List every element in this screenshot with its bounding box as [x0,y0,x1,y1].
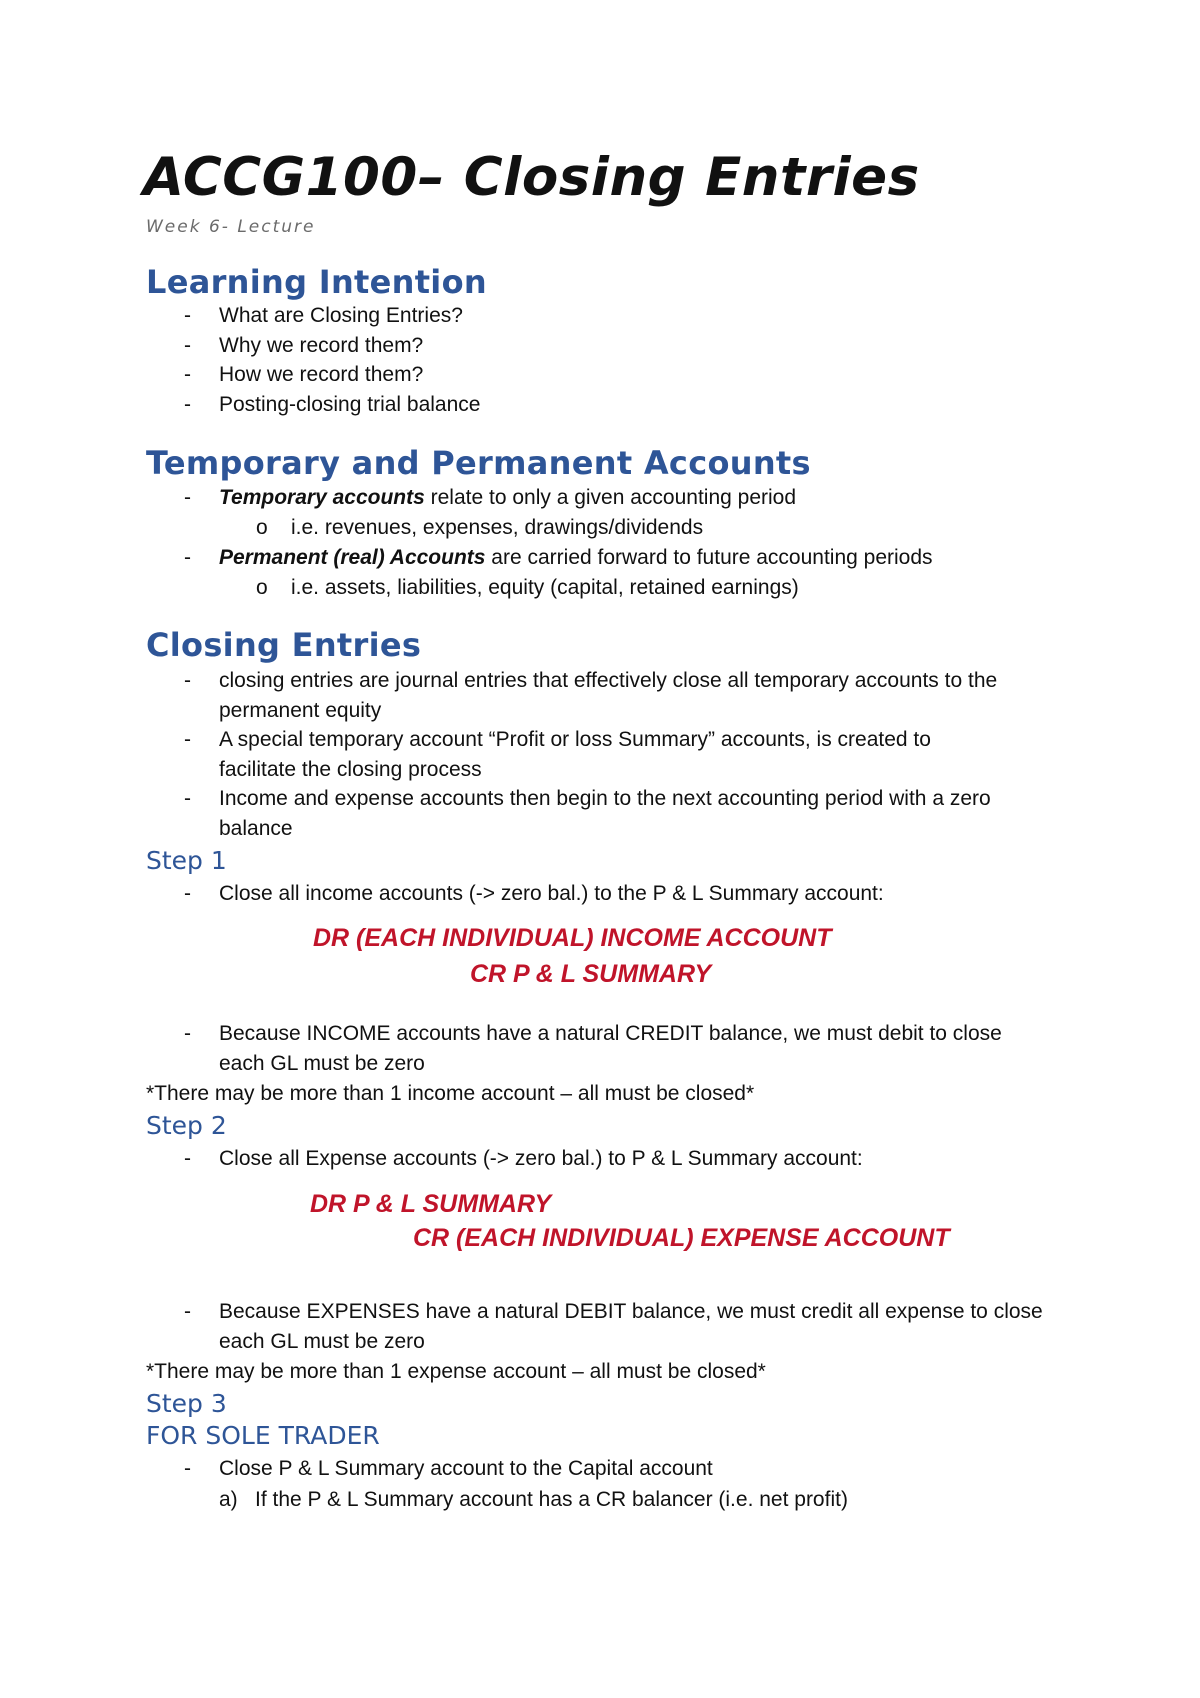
term-temporary: Temporary accounts [219,486,425,509]
step2-note: *There may be more than 1 expense account – all must be closed* [146,1360,766,1383]
list-item: Close P & L Summary account to the Capital account [219,1457,713,1480]
list-dash: - [184,546,191,569]
list-item: Because EXPENSES have a natural DEBIT balance, we must credit all expense to close [219,1300,1043,1323]
list-item: What are Closing Entries? [219,304,463,327]
sub-list-item: i.e. revenues, expenses, drawings/dividends [291,516,704,539]
list-dash: - [184,363,191,386]
temp-perm-heading: Temporary and Permanent Accounts [146,444,811,482]
closing-heading: Closing Entries [146,626,422,664]
list-dash: - [184,787,191,810]
sub-bullet: o [256,576,268,599]
list-item [219,484,796,512]
list-dash: - [184,334,191,357]
list-dash: - [184,393,191,416]
list-dash: - [184,304,191,327]
learning-heading: Learning Intention [146,263,487,301]
list-item: Because INCOME accounts have a natural CREDIT balance, we must debit to close [219,1022,1002,1045]
list-item-continued: each GL must be zero [219,1052,425,1075]
step2-debit-entry: DR P & L SUMMARY [310,1190,552,1218]
list-item: Posting-closing trial balance [219,393,481,416]
sub-list-label: a) [219,1488,238,1511]
list-item-continued: each GL must be zero [219,1330,425,1353]
list-item-continued: balance [219,817,293,840]
term-permanent: Permanent (real) Accounts [219,546,486,569]
term-permanent-desc: are carried forward to future accounting periods [485,546,933,569]
sub-bullet: o [256,516,268,539]
list-dash: - [184,486,191,509]
list-item: Close all Expense accounts (-> zero bal.) to P & L Summary account: [219,1147,863,1170]
list-dash: - [184,728,191,751]
list-item: closing entries are journal entries that effectively close all temporary accounts to the [219,669,998,692]
list-item-continued: facilitate the closing process [219,758,482,781]
list-item: Income and expense accounts then begin to the next accounting period with a zero [219,787,991,810]
step1-debit-entry: DR (EACH INDIVIDUAL) INCOME ACCOUNT [313,924,832,952]
step2-heading: Step 2 [146,1111,227,1140]
step1-note: *There may be more than 1 income account – all must be closed* [146,1082,755,1105]
list-item: How we record them? [219,363,424,386]
list-dash: - [184,1147,191,1170]
step1-credit-entry: CR P & L SUMMARY [470,960,712,988]
term-temporary-desc: relate to only a given accounting period [424,486,797,509]
list-dash: - [184,1022,191,1045]
list-dash: - [184,1300,191,1323]
list-item-continued: permanent equity [219,699,382,722]
page-title: ACCG100– Closing Entries [143,147,920,208]
list-item [219,544,933,572]
list-item: Why we record them? [219,334,424,357]
step2-credit-entry: CR (EACH INDIVIDUAL) EXPENSE ACCOUNT [413,1224,950,1252]
sub-list-item: i.e. assets, liabilities, equity (capital, retained earnings) [291,576,799,599]
list-dash: - [184,1457,191,1480]
list-dash: - [184,882,191,905]
list-item: A special temporary account “Profit or loss Summary” accounts, is created to [219,728,931,751]
list-item: Close all income accounts (-> zero bal.) to the P & L Summary account: [219,882,884,905]
step1-heading: Step 1 [146,846,227,875]
step3-subheading: FOR SOLE TRADER [146,1421,380,1450]
list-dash: - [184,669,191,692]
step3-heading: Step 3 [146,1389,227,1418]
page-subtitle: Week 6- Lecture [146,217,316,237]
sub-list-item: If the P & L Summary account has a CR balancer (i.e. net profit) [255,1488,848,1511]
